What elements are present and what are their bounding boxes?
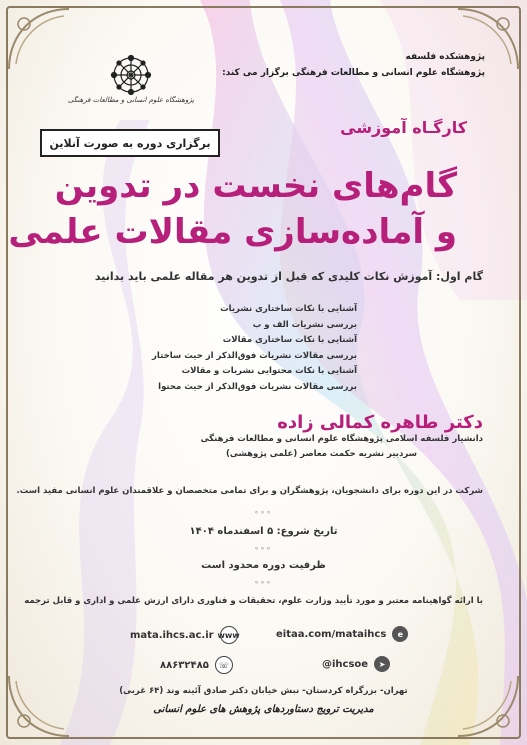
instructor-name: دکتر طاهره کمالی زاده (277, 412, 483, 433)
organizer-line-1: پژوهشکده فلسفه (405, 52, 485, 62)
phone-icon: ☏ (215, 656, 233, 674)
instructor-affiliation-2: سردبیر نشریه حکمت معاصر (علمی پژوهشی) (226, 449, 417, 459)
topics-list (152, 302, 357, 396)
logo-caption: پژوهشگاه علوم انسانی و مطالعات فرهنگی (67, 96, 195, 104)
telegram-icon: ➤ (374, 656, 390, 672)
separator: °°° (254, 580, 273, 589)
instructor-affiliation-1: دانشیار فلسفه اسلامی پژوهشگاه علوم انسانی و مطالعات فرهنگی (200, 434, 483, 444)
certificate-note: با ارائه گواهینامه معتبر و مورد تأیید وزارت علوم، تحقیقات و فناوری دارای ارزش علمی و اداری و قابل ترجمه (24, 596, 483, 606)
topic-item: بررسی مقالات نشریات فوق‌الذکر از حیث ساختار (152, 350, 357, 361)
workshop-label: کارگـاه آموزشی (340, 118, 467, 137)
phone-contact[interactable] (160, 656, 233, 674)
start-date: تاریخ شروع: ۵ اسفندماه ۱۴۰۴ (189, 526, 338, 537)
eitaa-contact[interactable] (276, 626, 408, 642)
eitaa-link[interactable]: eitaa.com/mataihcs (276, 628, 387, 640)
topic-item: آشنایی با نکات ساختاری مقالات (222, 335, 357, 346)
organizer-line-2: پژوهشگاه علوم انسانی و مطالعات فرهنگی برگزار می کند: (222, 68, 485, 78)
audience-text: شرکت در این دوره برای دانشجویان، پژوهشگران و برای تمامی متخصصان و علاقمندان علوم انسانی مفید است. (16, 486, 483, 496)
phone-number[interactable]: ۸۸۶۳۲۴۸۵ (160, 659, 209, 671)
telegram-contact[interactable] (322, 656, 390, 672)
address: تهران- بزرگراه کردستان- نبش خیابان دکتر صادق آئینه وند (۶۴ غربی) (119, 686, 408, 696)
management-footer: مدیریت ترویج دستاوردهای پژوهش های علوم انسانی (153, 704, 374, 715)
capacity-note: ظرفیت دوره محدود است (201, 560, 326, 571)
online-badge: برگزاری دوره به صورت آنلاین (40, 129, 220, 157)
topic-item: آشنایی با نکات ساختاری نشریات (220, 304, 357, 314)
eitaa-icon: e (392, 626, 408, 642)
website-link[interactable]: mata.ihcs.ac.ir (130, 629, 214, 641)
topic-item: بررسی نشریات الف و ب (252, 319, 357, 330)
topic-item: آشنایی با نکات محتوایی نشریات و مقالات (181, 366, 357, 377)
step-heading: گام اول: آموزش نکات کلیدی که قبل از تدوین هر مقاله علمی باید بدانید (94, 270, 483, 283)
globe-icon: www (220, 626, 238, 644)
separator: °°° (254, 510, 273, 519)
separator: °°° (254, 546, 273, 555)
title-line-1: گام‌های نخست در تدوین (54, 166, 457, 206)
topic-item: بررسی مقالات نشریات فوق‌الذکر از حیث محتوا (158, 381, 357, 392)
telegram-handle[interactable]: @ihcsoe (322, 658, 369, 670)
website-contact[interactable] (130, 626, 238, 644)
title-line-2: و آماده‌سازی مقالات علمی (8, 212, 457, 252)
